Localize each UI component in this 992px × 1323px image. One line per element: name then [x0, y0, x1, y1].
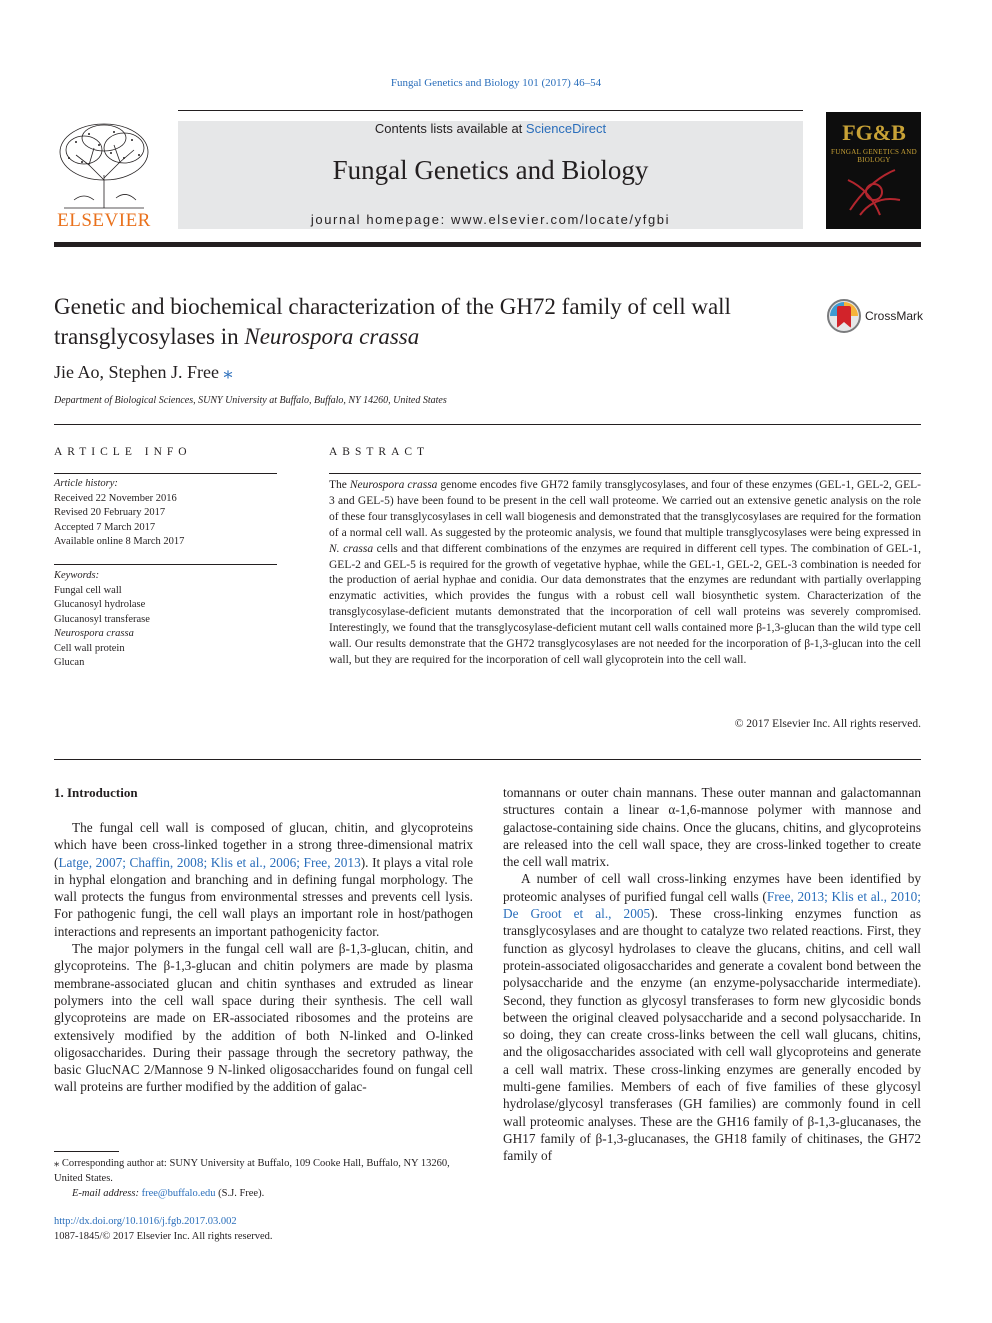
keyword: Neurospora crassa [54, 628, 134, 639]
doi-link[interactable]: http://dx.doi.org/10.1016/j.fgb.2017.03.002 [54, 1216, 237, 1227]
divider [54, 424, 921, 425]
abstract-copyright: © 2017 Elsevier Inc. All rights reserved. [734, 718, 921, 730]
paragraph: The major polymers in the fungal cell wall are β-1,3-glucan, chitin, and glycoproteins. The β-1,3-glucan and chitin polymers are made by plasma membrane-associated glucan and chitin synthases and extruded as linear polymers into the cell wall space during their synthesis. The cell wall glycoproteins are made on ER-associated ribosomes and the proteins are extensively modified by the addition of both N-linked and O-linked oligosaccharides. During their passage through the secretory pathway, the basic GlucNAC 2/Mannose 9 N-linked oligosaccharides found on fungal cell wall proteins are further modified by the addition of galac- [54, 941, 473, 1095]
cover-title: FG&B [842, 120, 906, 145]
crossmark-icon [826, 298, 862, 334]
paragraph: The fungal cell wall is composed of glucan, chitin, and glycoproteins which have been cross-linked together in a strong three-dimensional matrix (Latge, 2007; Chaffin, 2008; Klis et al., 2006; Free, 2013). It plays a vital role in hyphal elongation and branching and in defining fungal morphology. The wall protects the fungus from environmental stresses and prevents cell lysis. For pathogenic fungi, the cell wall plays an important role in host/pathogen interactions and represents an important pathogenicity factor. [54, 820, 473, 939]
body-column-right [503, 784, 921, 1165]
divider [54, 564, 277, 565]
footnote [54, 1156, 473, 1201]
cover-subtitle: FUNGAL GENETICS AND BIOLOGY [831, 148, 917, 164]
cover-art [840, 160, 908, 222]
article-history [54, 477, 277, 550]
citation-link[interactable]: Latge, 2007; Chaffin, 2008; Klis et al., 2006; Free, 2013 [58, 854, 361, 870]
article-title-line1: Genetic and biochemical characterization of the GH72 family of cell wall [54, 294, 731, 319]
author-names: Jie Ao, Stephen J. Free [54, 362, 219, 382]
authors [54, 362, 232, 383]
journal-name: Fungal Genetics and Biology [332, 155, 649, 185]
keyword: Fungal cell wall [54, 584, 122, 596]
paragraph: tomannans or outer chain mannans. These outer mannan and galactomannan structures contain a linear α-1,6-mannose polymer with mannose and galactose-containing side chains. Once the glucans, chitins, and glycoproteins are released into the cell wall space, they are cross-linked together to create the cell wall matrix. [503, 785, 921, 870]
divider [54, 759, 921, 760]
article-title-line2: transglycosylases in Neurospora crassa [54, 324, 420, 349]
affiliation: Department of Biological Sciences, SUNY University at Buffalo, Buffalo, NY 14260, United States [54, 395, 447, 406]
contents-prefix: Contents lists available at [374, 121, 526, 136]
keywords [54, 569, 277, 671]
citation-link[interactable]: Free, 2013; Klis et al., 2010; De Groot et al., 2005 [503, 888, 921, 922]
paragraph: A number of cell wall cross-linking enzymes have been identified by proteomic analyses of purified fungal cell walls (Free, 2013; Klis et al., 2010; De Groot et al., 2005). These cross-linking enzymes function as transglycosylases and are thought to catalyze two related reactions. First, they function as glycosyl hydrolases to cleave the glucans, chitins, and cell wall protein-associated oligosaccharides and generate a covalent bond between the polysaccharide and the enzyme (an enzyme-polysaccharide intermediate). Second, they function as glycosyl transferases to form new glycosidic bonds between the original cleaved polysaccharide and a second polysaccharide. In so doing, they can create cross-links between the cell wall glucans, chitins, and the oligosaccharides associated with cell wall glycoproteins and generate a cell wall matrix. These cross-linking enzymes are generally encoded by multi-gene families. Members of each of five families of these glycosyl hydrolase/glycosyl transferases (GH families) are commonly found in cell wall proteomic analyses. These are the GH16 family of β-1,3-glucanases, the GH17 family of β-1,3-glucanases, the GH18 family of chitinases, the GH72 family of [503, 871, 921, 1164]
keyword: Glucanosyl hydrolase [54, 599, 146, 610]
contents-line [178, 121, 803, 136]
journal-cover[interactable] [826, 112, 921, 229]
history-item: Accepted 7 March 2017 [54, 521, 156, 533]
history-item: Received 22 November 2016 [54, 492, 177, 504]
divider [54, 473, 277, 474]
keywords-label: Keywords: [54, 570, 100, 581]
keyword: Cell wall protein [54, 642, 125, 654]
journal-citation[interactable]: Fungal Genetics and Biology 101 (2017) 46–54 [390, 77, 602, 89]
email-link[interactable]: free@buffalo.edu [141, 1188, 216, 1199]
article-title [54, 292, 814, 352]
corresponding-author-note: ⁎ Corresponding author at: SUNY University at Buffalo, 109 Cooke Hall, Buffalo, NY 13260, United States. [54, 1158, 450, 1184]
keyword: Glucan [54, 657, 85, 668]
history-item: Revised 20 February 2017 [54, 507, 166, 518]
corresponding-author-mark[interactable]: ⁎ [223, 362, 233, 382]
crossmark-label[interactable]: CrossMark [865, 309, 924, 323]
abstract-text: The Neurospora crassa genome encodes five GH72 family transglycosylases, and four of these enzymes (GEL-1, GEL-2, GEL-3 and GEL-5) have been found to be present in the cell wall proteome. We carried out an extensive genetic analysis on the role of these four transglycosylases in cell wall biogenesis and demonstrated that the transglycosylases are required for the formation of a normal cell wall. As suggested by the proteomic analysis, we found that multiple transglycosylases were being expressed in N. crassa cells and that different combinations of the enzymes are required in different cell types. The combination of GEL-1, GEL-2 and GEL-5 is required for the growth of vegetative hyphae, while the GEL-1, GEL-2, GEL-3 combination is needed for the production of aerial hyphae and conidia. Our data demonstrates that the enzymes are redundant with partially overlapping enzymatic activities, which provides the fungus with a robust cell wall biosynthetic system. Characterization of the transglycosylase-deficient mutants demonstrated that the incorporation of cell wall proteins was severely compromised. Interestingly, we found that the transglycosylase-deficient mutant cell walls contained more β-1,3-glucan than the wild type cell wall. Our results demonstrate that the GH72 transglycosylases are not needed for the incorporation of β-1,3-glucan into the cell wall, but they are required for the incorporation of cell wall glycoprotein into the cell wall. [329, 479, 921, 666]
header-rule-thick [54, 242, 921, 247]
email-line: E-mail address: free@buffalo.edu (S.J. Free). [72, 1188, 265, 1199]
article-info-label: ARTICLE INFO [54, 446, 192, 458]
body-column-left [54, 819, 473, 1096]
keyword: Glucanosyl transferase [54, 613, 150, 625]
section-heading: 1. Introduction [54, 785, 138, 800]
footnote-rule [54, 1151, 119, 1152]
journal-homepage[interactable]: journal homepage: www.elsevier.com/locate/yfgbi [310, 212, 671, 227]
history-item: Available online 8 March 2017 [54, 536, 185, 547]
sciencedirect-link[interactable]: ScienceDirect [525, 121, 607, 136]
elsevier-wordmark: ELSEVIER [57, 210, 151, 231]
issn-line: 1087-1845/© 2017 Elsevier Inc. All rights reserved. [54, 1231, 273, 1242]
divider [329, 473, 921, 474]
abstract-label: ABSTRACT [329, 446, 430, 458]
header-rule [178, 110, 803, 111]
history-label: Article history: [54, 478, 118, 489]
